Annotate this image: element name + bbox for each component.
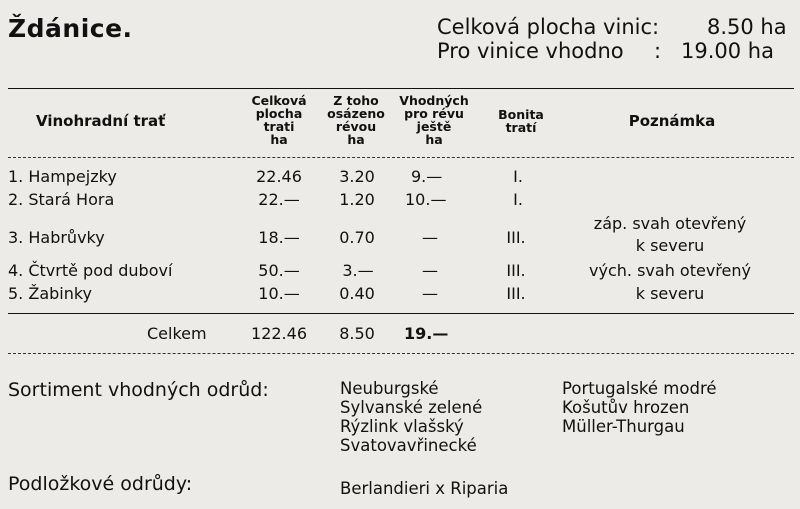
table-row-name: 2. Stará Hora: [8, 190, 115, 209]
table-row-area: 50.—: [258, 261, 300, 280]
total-area: 122.46: [251, 324, 307, 343]
table-row-area: 22.46: [256, 167, 302, 186]
header-area: Celková plocha trati ha: [251, 93, 307, 147]
header-name: Vinohradní trať: [36, 112, 166, 130]
list-item: Portugalské modré: [562, 379, 717, 398]
table-row-name: 4. Čtvrtě pod duboví: [8, 261, 173, 280]
table-row-suitable: 10.—: [405, 190, 447, 209]
table-row-suitable: —: [422, 228, 438, 247]
total-area-value: 8.50 ha: [707, 15, 787, 39]
header-rating: Bonita tratí: [498, 107, 544, 135]
rootstock-label: Podložkové odrůdy:: [8, 473, 193, 495]
table-row-rating: III.: [506, 284, 526, 303]
list-item: Sylvanské zelené: [340, 398, 483, 417]
header-planted: Z toho osázeno révou ha: [327, 93, 385, 147]
total-area-label: Celková plocha vinic:: [437, 15, 660, 39]
table-row-area: 18.—: [258, 228, 300, 247]
rootstock-value: Berlandieri x Riparia: [340, 479, 509, 498]
list-item: Müller-Thurgau: [562, 417, 685, 436]
page-title: Ždánice.: [8, 14, 133, 43]
table-top-rule: [8, 88, 794, 89]
table-row-rating: I.: [513, 190, 523, 209]
table-row-planted: 0.70: [339, 228, 375, 247]
total-suitable: 19.—: [404, 324, 449, 343]
suitable-area-colon: :: [654, 39, 662, 63]
table-row-rating: III.: [506, 261, 526, 280]
suitable-area-label: Pro vinice vhodno: [437, 39, 624, 63]
header-rule: [8, 157, 794, 158]
table-row-name: 3. Habrůvky: [8, 228, 105, 247]
table-row-area: 10.—: [258, 284, 300, 303]
table-row-planted: 3.—: [342, 261, 374, 280]
list-item: Neuburgské: [340, 379, 439, 398]
table-row-planted: 1.20: [339, 190, 375, 209]
header-suitable: Vhodných pro révu ještě ha: [399, 93, 469, 147]
total-planted: 8.50: [339, 324, 375, 343]
total-rule: [8, 313, 794, 314]
varieties-list-2: [562, 379, 717, 436]
list-item: Svatovavřinecké: [340, 436, 477, 455]
table-row-note: k severu: [635, 236, 705, 255]
table-row-planted: 3.20: [339, 167, 375, 186]
table-row-suitable: —: [422, 284, 438, 303]
table-row-suitable: —: [422, 261, 438, 280]
header-note: Poznámka: [628, 112, 716, 130]
table-row-note: záp. svah otevřený: [593, 214, 747, 233]
table-row-note: k severu: [635, 284, 705, 303]
table-row-rating: I.: [513, 167, 523, 186]
table-row-name: 1. Hampejzky: [8, 167, 117, 186]
total-label: Celkem: [147, 324, 207, 343]
varieties-list-1: [340, 379, 482, 455]
table-row-rating: III.: [506, 228, 526, 247]
list-item: Rýzlink vlašský: [340, 417, 464, 436]
suitable-area-value: 19.00 ha: [681, 39, 774, 63]
table-row-name: 5. Žabinky: [8, 284, 93, 303]
table-row-area: 22.—: [258, 190, 300, 209]
list-item: Košutův hrozen: [562, 398, 690, 417]
table-row-note: vých. svah otevřený: [589, 261, 751, 280]
table-row-planted: 0.40: [339, 284, 375, 303]
varieties-label: Sortiment vhodných odrůd:: [8, 379, 269, 401]
table-bottom-rule: [8, 353, 794, 354]
table-row-suitable: 9.—: [411, 167, 443, 186]
